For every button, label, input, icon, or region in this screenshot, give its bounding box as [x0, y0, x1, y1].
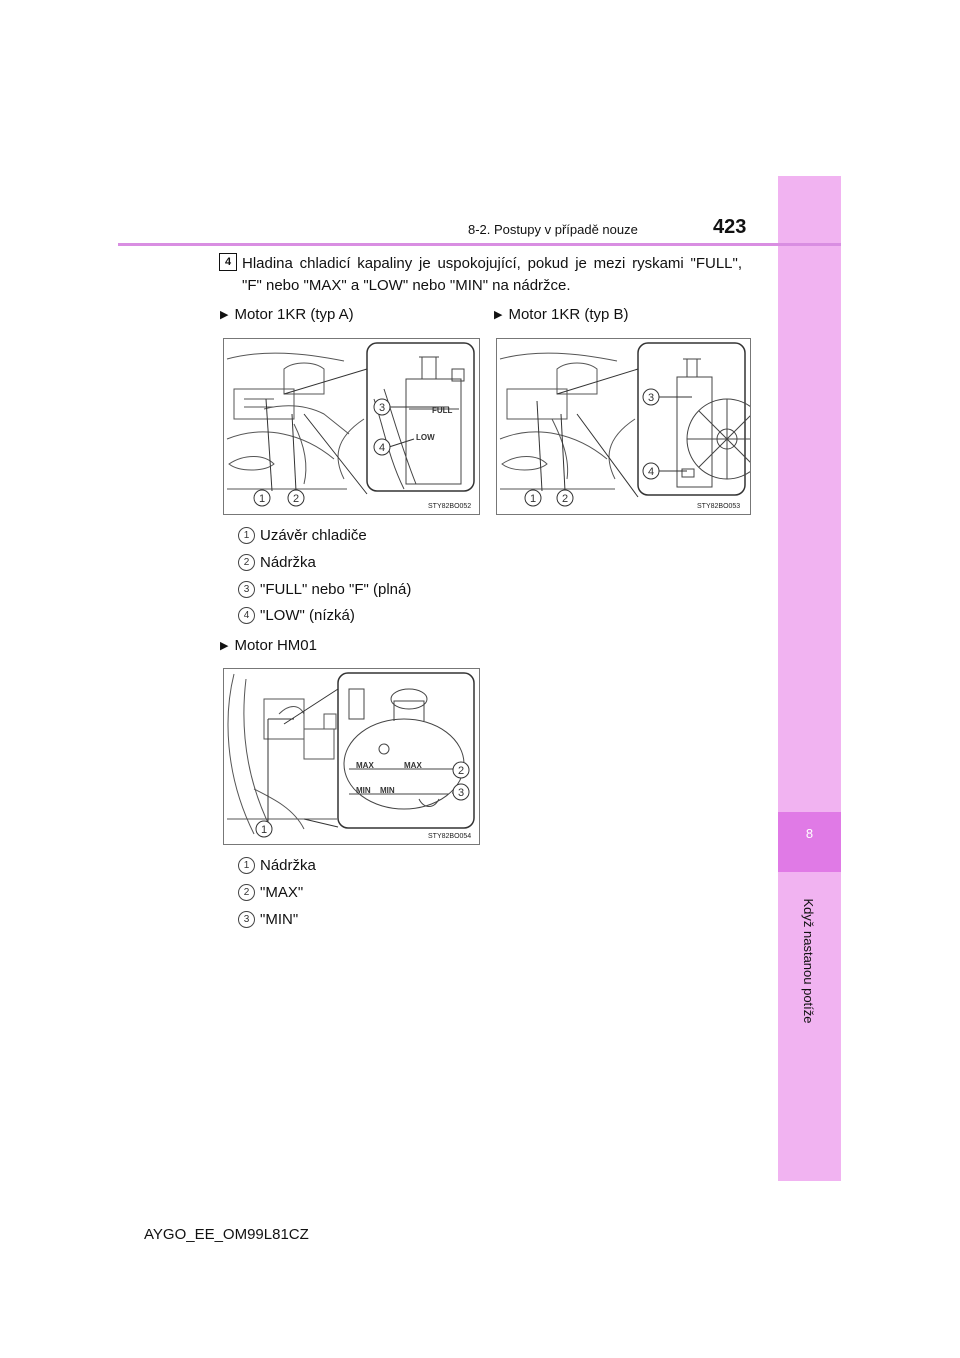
- legend-number-icon: 1: [238, 527, 255, 544]
- legend-number-icon: 3: [238, 911, 255, 928]
- figure-code: STY82BO052: [428, 503, 472, 510]
- step-number: 4: [219, 253, 237, 271]
- legend-item: Nádržka: [260, 554, 316, 571]
- callout-4: 4: [647, 466, 655, 478]
- callout-1: 1: [258, 493, 266, 505]
- legend-item: "MAX": [260, 884, 304, 901]
- min-mark-label: MIN: [356, 786, 371, 795]
- figure-caption-1kr-b: ▶ Motor 1KR (typ B): [494, 306, 629, 323]
- callout-1: 1: [260, 824, 268, 836]
- figure-caption-hm01: ▶ Motor HM01: [220, 637, 317, 654]
- engine-bay-illustration: [224, 669, 479, 844]
- section-title: 8-2. Postupy v případě nouze: [468, 222, 638, 237]
- figure-code: STY82BO054: [428, 833, 472, 840]
- legend-number-icon: 2: [238, 554, 255, 571]
- callout-1: 1: [529, 493, 537, 505]
- legend-number-icon: 3: [238, 581, 255, 598]
- legend-item: "LOW" (nízká): [260, 607, 355, 624]
- chapter-title: Když nastanou potíže: [801, 898, 816, 1024]
- page-number: 423: [713, 216, 747, 238]
- figure-hm01: [223, 668, 480, 845]
- triangle-bullet-icon: ▶: [220, 640, 229, 652]
- figure-caption-1kr-a: ▶ Motor 1KR (typ A): [220, 306, 354, 323]
- legend-number-icon: 2: [238, 884, 255, 901]
- header-rule: [118, 243, 841, 246]
- full-mark-label: FULL: [432, 406, 453, 415]
- callout-3: 3: [378, 402, 386, 414]
- callout-2: 2: [292, 493, 300, 505]
- document-code: AYGO_EE_OM99L81CZ: [144, 1226, 309, 1243]
- chapter-number: 8: [805, 826, 814, 841]
- callout-2: 2: [457, 765, 465, 777]
- legend-number-icon: 1: [238, 857, 255, 874]
- low-mark-label: LOW: [416, 433, 435, 442]
- engine-bay-illustration: [224, 339, 479, 514]
- min-mark-label-2: MIN: [380, 786, 395, 795]
- legend-item: "FULL" nebo "F" (plná): [260, 581, 412, 598]
- max-mark-label-2: MAX: [404, 761, 422, 770]
- figure-1kr-type-b: [496, 338, 751, 515]
- callout-4: 4: [378, 442, 386, 454]
- callout-2: 2: [561, 493, 569, 505]
- figure-code: STY82BO053: [697, 503, 741, 510]
- step-text: Hladina chladicí kapaliny je uspokojující, pokud je mezi ryskami "FULL", "F" nebo "MAX" a "LOW" nebo "MIN" na nádržce.: [242, 255, 742, 294]
- legend-item: "MIN": [260, 911, 299, 928]
- triangle-bullet-icon: ▶: [220, 309, 229, 321]
- engine-bay-illustration: [497, 339, 750, 514]
- legend-item: Uzávěr chladiče: [260, 527, 367, 544]
- callout-3: 3: [647, 392, 655, 404]
- triangle-bullet-icon: ▶: [494, 309, 503, 321]
- legend-number-icon: 4: [238, 607, 255, 624]
- max-mark-label: MAX: [356, 761, 374, 770]
- legend-item: Nádržka: [260, 857, 316, 874]
- chapter-marker: [778, 812, 841, 872]
- callout-3: 3: [457, 787, 465, 799]
- figure-1kr-type-a: [223, 338, 480, 515]
